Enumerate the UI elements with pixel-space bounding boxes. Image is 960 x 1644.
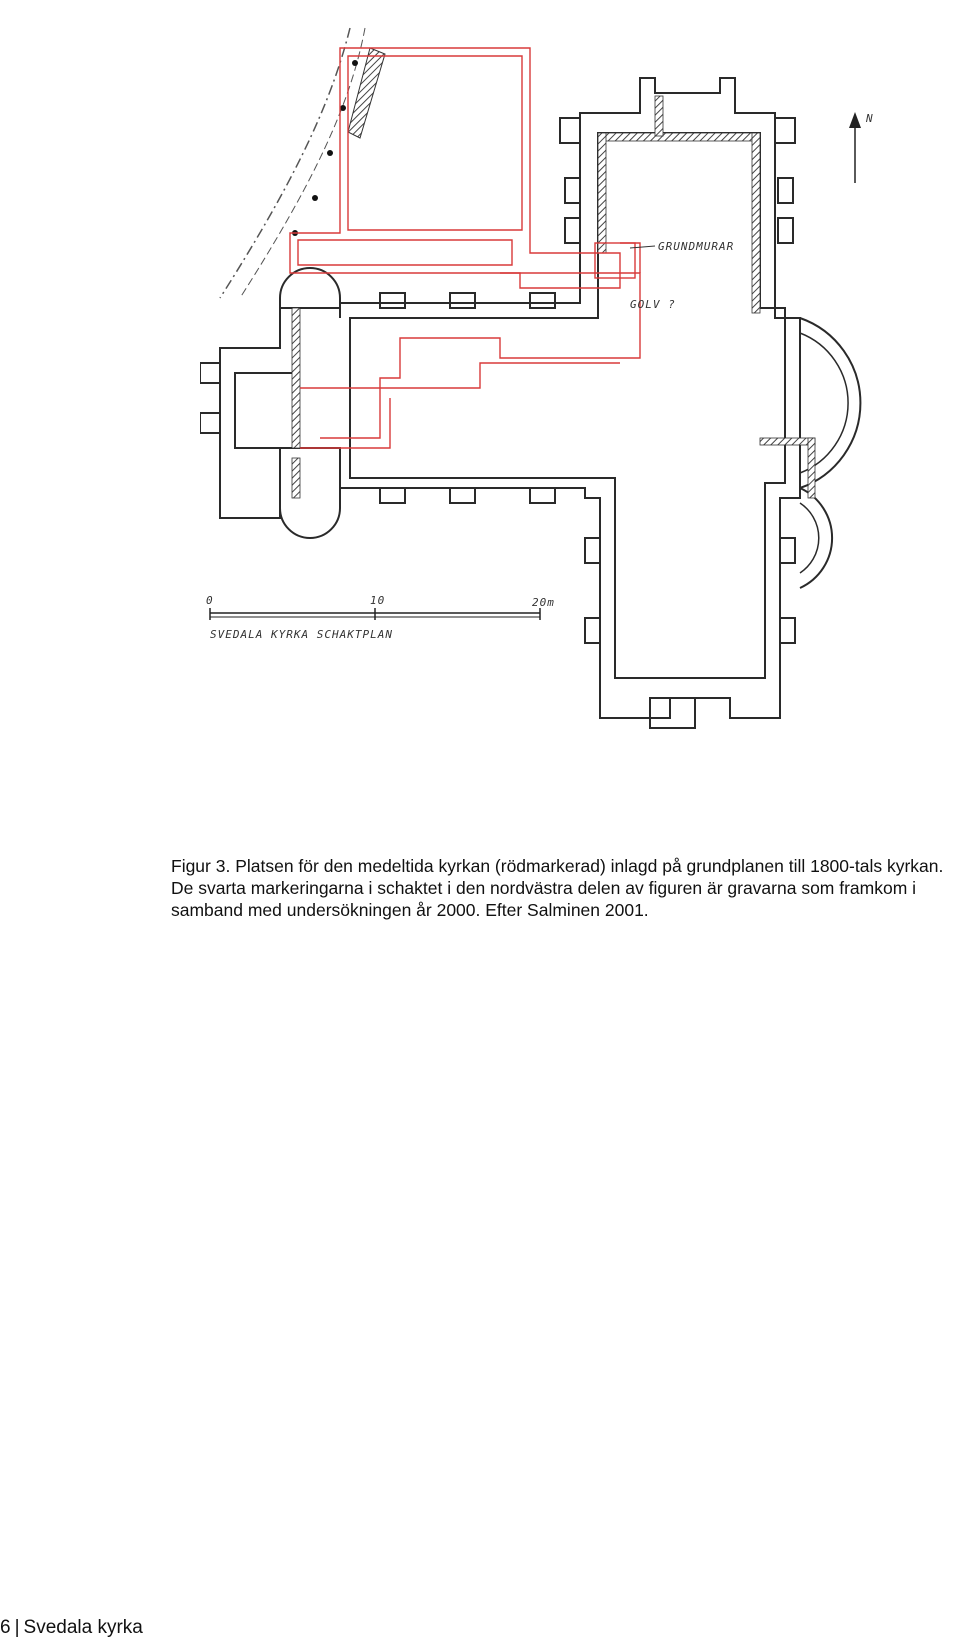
schakt-boundary-line-2 xyxy=(240,28,365,298)
scale-tick-20m: 20m xyxy=(532,596,555,609)
footer-title: Svedala kyrka xyxy=(23,1617,143,1638)
page-footer xyxy=(0,1617,143,1639)
figure-caption: Figur 3. Platsen för den medeltida kyrkan (rödmarkerad) inlagd på grundplanen till 1800-tals kyrkan. De svarta markeringarna i schaktet i den nordvästra delen av figuren är gravarna som framkom i samband med undersökningen år 2000. Efter Salminen 2001. xyxy=(171,856,944,920)
grundmurar-pointer xyxy=(630,246,655,248)
scale-tick-0: 0 xyxy=(206,594,214,607)
scale-caption: SVEDALA KYRKA SCHAKTPLAN xyxy=(210,628,393,641)
golv-label: GOLV ? xyxy=(630,298,676,311)
scale-tick-10: 10 xyxy=(370,594,386,607)
footer-separator: | xyxy=(14,1617,20,1638)
schakt-boundary-line xyxy=(220,28,350,298)
scale-bar xyxy=(210,608,540,620)
church-ground-plan xyxy=(200,18,960,758)
sacristy-inner xyxy=(800,503,819,573)
grundmurar-label: GRUNDMURAR xyxy=(658,240,735,253)
apse-inner xyxy=(800,333,848,473)
north-arrow-icon xyxy=(849,112,861,183)
north-label: N xyxy=(866,112,874,125)
sacristy xyxy=(800,488,832,588)
west-porch-south xyxy=(280,448,340,538)
page-number: 6 xyxy=(0,1617,11,1638)
